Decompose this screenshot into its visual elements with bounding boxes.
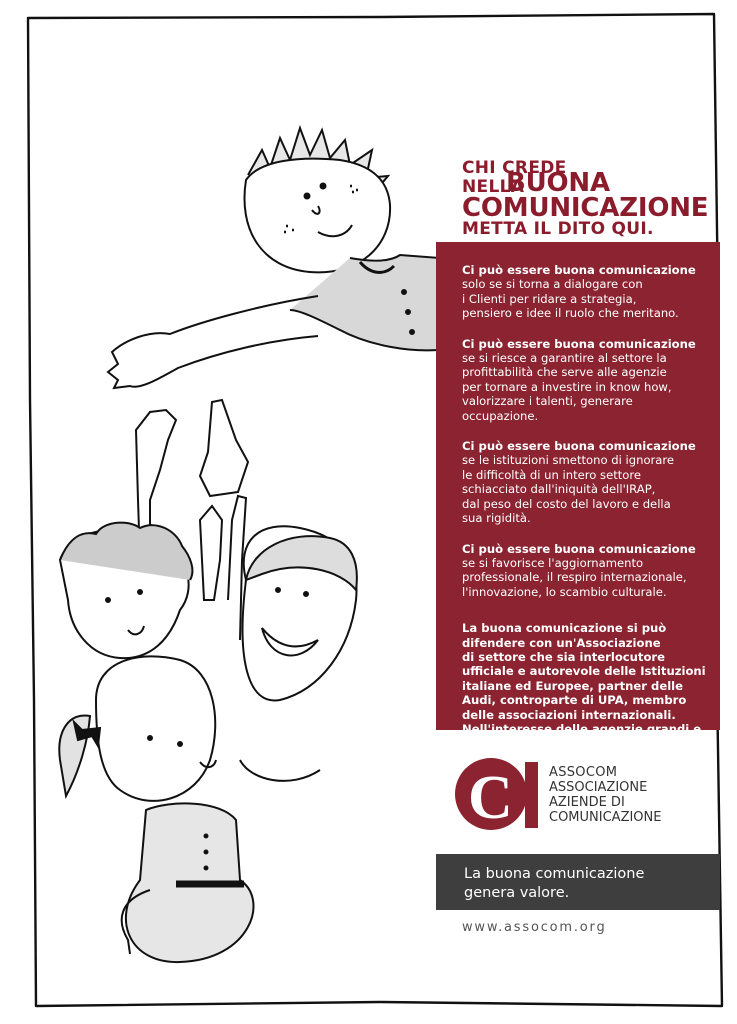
paragraph-line: se si riesce a garantire al settore la [462, 351, 667, 366]
closing-line: La buona comunicazione si può [462, 621, 667, 636]
paragraph-3 [462, 439, 712, 525]
logo-line-1: ASSOCIAZIONE [549, 780, 648, 795]
headline-line-2-big: BUONA [506, 168, 610, 198]
paragraph-lead: Ci può essere buona comunicazione [462, 336, 696, 351]
logo-wordmark [549, 765, 661, 825]
closing-line: ufficiale e autorevole delle Istituzioni [462, 664, 706, 679]
body-copy-panel [436, 242, 720, 751]
paragraph-lead: Ci può essere buona comunicazione [462, 541, 696, 556]
paragraph-line: schiacciato dall'iniquità dell'IRAP, [462, 482, 656, 497]
tagline-band [436, 854, 720, 910]
closing-line: piccole, dei clienti e dei consumatori. [462, 736, 707, 751]
paragraph-line: per tornare a investire in know how, [462, 379, 672, 394]
closing-line: difendere con un'Associazione [462, 635, 661, 650]
closing-line: Audi, controparte di UPA, membro [462, 693, 687, 708]
closing-line: italiane ed Europee, partner delle [462, 678, 684, 693]
paragraph-line: le difficoltà di un intero settore [462, 467, 642, 482]
smiling-boy [240, 526, 357, 781]
paragraph-line: professionale, il respiro internazionale, [462, 570, 687, 585]
paragraph-4 [462, 542, 712, 600]
paragraph-1 [462, 263, 712, 321]
girl-with-bow [59, 656, 253, 962]
tagline-line-1: La buona comunicazione [464, 866, 645, 882]
paragraph-lead: Ci può essere buona comunicazione [462, 263, 696, 277]
curly-girl [60, 523, 192, 659]
paragraph-line: pensiero e idee il ruolo che meritano. [462, 306, 679, 321]
paragraph-line: dal peso del costo del lavoro e della [462, 496, 671, 511]
paragraph-lead: Ci può essere buona comunicazione [462, 439, 696, 454]
closing-line: delle associazioni internazionali. [462, 707, 676, 722]
paragraph-line: valorizzare i talenti, generare [462, 394, 633, 409]
paragraph-2 [462, 337, 712, 423]
logo-mark-letter: C [468, 764, 513, 832]
logo-line-3: COMUNICAZIONE [549, 810, 662, 825]
website-link[interactable]: www.assocom.org [462, 920, 607, 935]
headline-line-2-small: NELLA [462, 177, 525, 197]
paragraph-line: sua rigidità. [462, 511, 531, 526]
boy-top [108, 128, 440, 388]
logo-line-2: AZIENDE DI [549, 795, 625, 810]
paragraph-line: solo se si torna a dialogare con [462, 277, 643, 292]
paragraph-line: i Clienti per ridare a strategia, [462, 291, 637, 306]
logo-brand: ASSOCOM [549, 765, 618, 780]
headline-line-4: METTA IL DITO QUI. [462, 219, 654, 239]
paragraph-line: occupazione. [462, 408, 539, 423]
headline-line-1: CHI CREDE [462, 158, 567, 178]
paragraph-line: se le istituzioni smettono di ignorare [462, 453, 675, 468]
paragraph-line: l'innovazione, lo scambio culturale. [462, 584, 667, 599]
closing-paragraph [462, 621, 712, 751]
closing-line: di settore che sia interlocutore [462, 649, 666, 664]
logo-bar [525, 762, 538, 828]
tagline-line-2: genera valore. [464, 885, 570, 901]
paragraph-line: se si favorisce l'aggiornamento [462, 555, 644, 570]
closing-line: Nell'interesse delle agenzie grandi e [462, 721, 702, 736]
paragraph-line: profittabilità che serve alle agenzie [462, 365, 667, 380]
headline-line-3: COMUNICAZIONE [462, 193, 709, 223]
